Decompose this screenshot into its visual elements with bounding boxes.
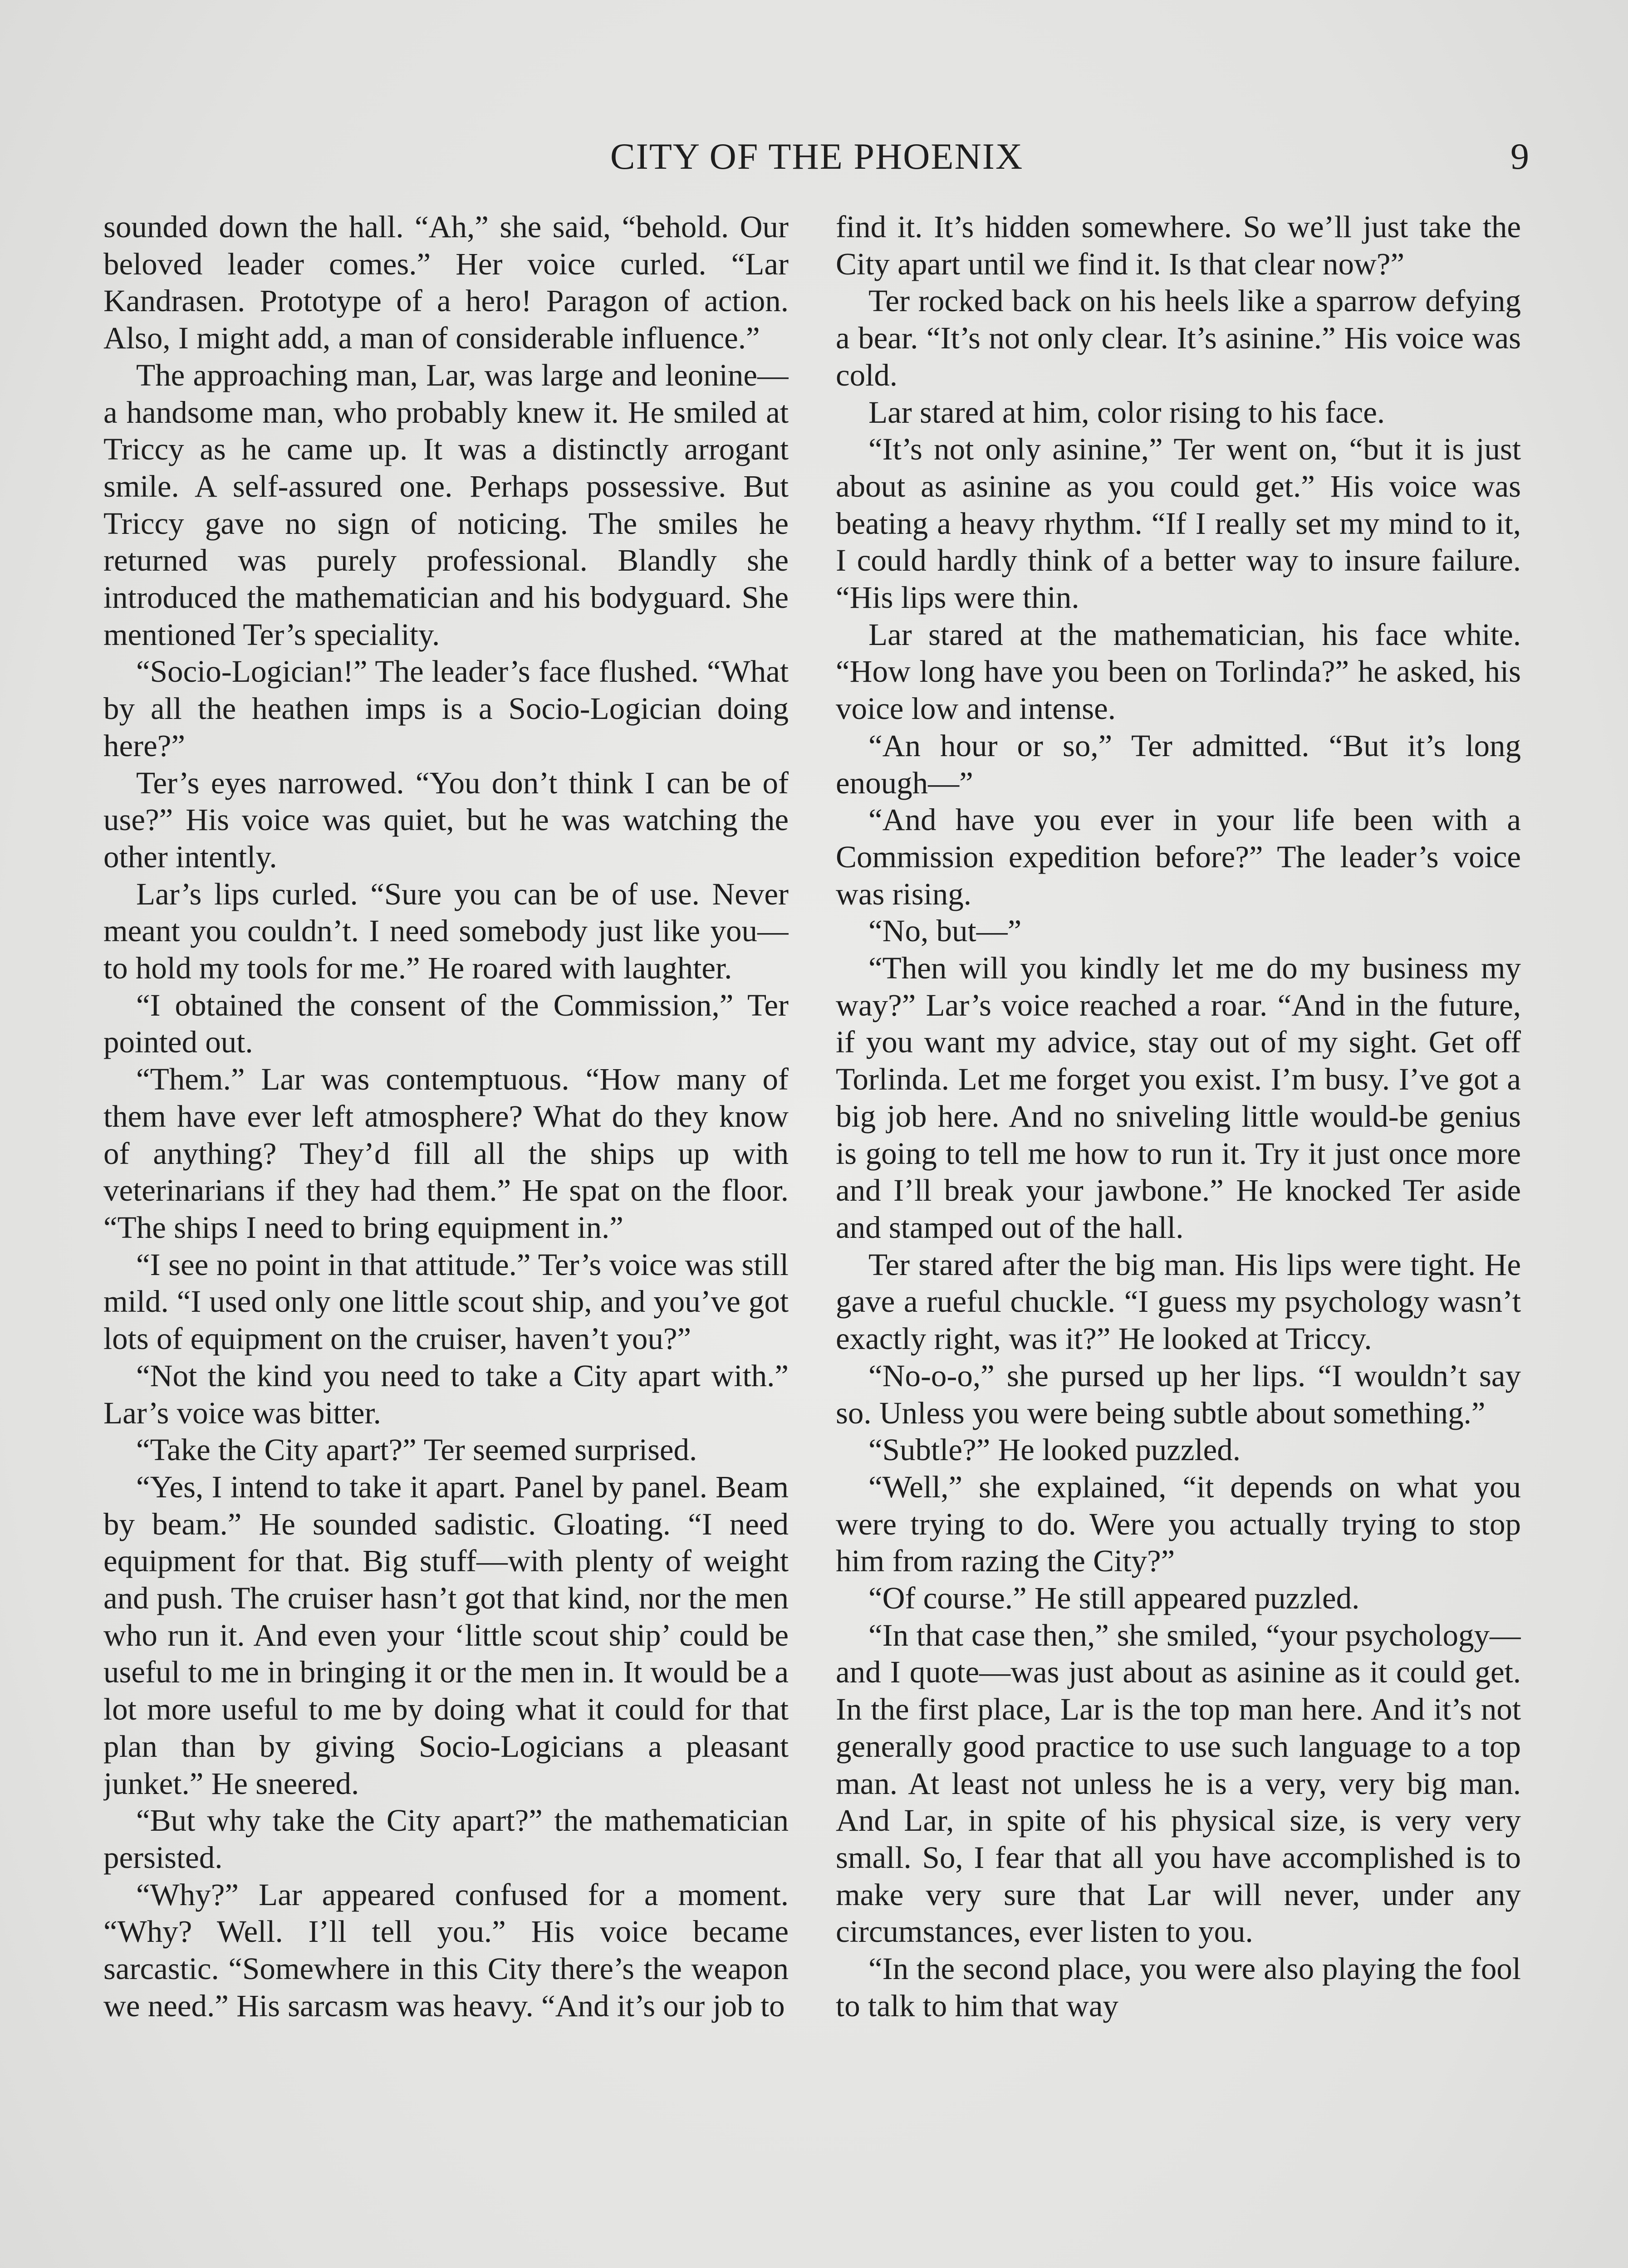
paragraph: “In the second place, you were also playing the fool to talk to him that way xyxy=(836,1951,1521,2023)
paragraph: “I see no point in that attitude.” Ter’s voice was still mild. “I used only one little scout ship, and you’ve got lots of equipment on the cruiser, haven’t you?” xyxy=(103,1247,789,1356)
running-title: CITY OF THE PHOENIX xyxy=(610,136,1024,177)
page-header xyxy=(104,132,1529,181)
left-text-column xyxy=(103,209,789,2268)
paragraph: Lar stared at the mathematician, his face white. “How long have you been on Torlinda?” he asked, his voice low and intense. xyxy=(836,617,1521,726)
paragraph: “In that case then,” she smiled, “your psychology—and I quote—was just about as asinine as it could get. In the first place, Lar is the top man here. And it’s not generally good practice to use such language to a top man. At least not unless he is a very, very big man. And Lar, in spite of his physical size, is very very small. So, I fear that all you have accomplished is to make very sure that Lar will never, under any circumstances, ever listen to you. xyxy=(836,1618,1521,1949)
paragraph: “It’s not only asinine,” Ter went on, “but it is just about as asinine as you could get.” His voice was beating a heavy rhythm. “If I really set my mind to it, I could hardly think of a better way to insure failure. “His lips were thin. xyxy=(836,432,1521,615)
paragraph: “Take the City apart?” Ter seemed surprised. xyxy=(136,1432,697,1467)
paragraph: “Not the kind you need to take a City apart with.” Lar’s voice was bitter. xyxy=(103,1358,789,1430)
paragraph: sounded down the hall. “Ah,” she said, “behold. Our beloved leader comes.” Her voice curled. “Lar Kandrasen. Prototype of a hero! Paragon of action. Also, I might add, a man of considerable influence.” xyxy=(103,210,789,356)
paragraph: Lar stared at him, color rising to his face. xyxy=(868,395,1385,430)
paragraph: “No, but—” xyxy=(868,914,1022,948)
paragraph: “I obtained the consent of the Commission,” Ter pointed out. xyxy=(103,987,789,1060)
paragraph: “Them.” Lar was contemptuous. “How many of them have ever left atmosphere? What do they know of anything? They’d fill all the ships up with veterinarians if they had them.” He spat on the floor. “The ships I need to bring equipment in.” xyxy=(103,1062,789,1245)
page-number: 9 xyxy=(1510,136,1529,177)
paragraph: find it. It’s hidden somewhere. So we’ll just take the City apart until we find it. Is that clear now?” xyxy=(836,210,1521,281)
paragraph: “Of course.” He still appeared puzzled. xyxy=(868,1581,1360,1616)
paragraph: “Socio-Logician!” The leader’s face flushed. “What by all the heathen imps is a Socio-Logician doing here?” xyxy=(103,654,789,763)
paragraph: “And have you ever in your life been with a Commission expedition before?” The leader’s voice was rising. xyxy=(836,802,1521,911)
paragraph: Lar’s lips curled. “Sure you can be of use. Never meant you couldn’t. I need somebody just like you—to hold my tools for me.” He roared with laughter. xyxy=(103,876,789,986)
paragraph: “An hour or so,” Ter admitted. “But it’s long enough—” xyxy=(836,728,1521,800)
paragraph: “Why?” Lar appeared confused for a moment. “Why? Well. I’ll tell you.” His voice became sarcastic. “Somewhere in this City there’s the weapon we need.” His sarcasm was heavy. “And it’s our job to xyxy=(103,1877,789,2023)
paragraph: Ter’s eyes narrowed. “You don’t think I can be of use?” His voice was quiet, but he was watching the other intently. xyxy=(103,765,789,874)
right-text-column xyxy=(836,209,1521,2268)
paragraph: “But why take the City apart?” the mathematician persisted. xyxy=(103,1803,789,1875)
paragraph: The approaching man, Lar, was large and leonine—a handsome man, who probably knew it. He smiled at Triccy as he came up. It was a distinctly arrogant smile. A self-assured one. Perhaps possessive. But Triccy gave no sign of noticing. The smiles he returned was purely professional. Blandly she introduced the mathematician and his bodyguard. She mentioned Ter’s speciality. xyxy=(103,357,789,652)
paragraph: “Well,” she explained, “it depends on what you were trying to do. Were you actually trying to stop him from razing the City?” xyxy=(836,1469,1521,1579)
paragraph: Ter rocked back on his heels like a sparrow defying a bear. “It’s not only clear. It’s asinine.” His voice was cold. xyxy=(836,284,1521,392)
paragraph: Ter stared after the big man. His lips were tight. He gave a rueful chuckle. “I guess my psychology wasn’t exactly right, was it?” He looked at Triccy. xyxy=(836,1247,1521,1356)
paragraph: “No-o-o,” she pursed up her lips. “I wouldn’t say so. Unless you were being subtle about something.” xyxy=(836,1358,1521,1430)
paragraph: “Then will you kindly let me do my business my way?” Lar’s voice reached a roar. “And in the future, if you want my advice, stay out of my sight. Get off Torlinda. Let me forget you exist. I’m busy. I’ve got a big job here. And no sniveling little would-be genius is going to tell me how to run it. Try it just once more and I’ll break your jawbone.” He knocked Ter aside and stamped out of the hall. xyxy=(836,951,1521,1245)
paragraph: “Subtle?” He looked puzzled. xyxy=(868,1432,1241,1467)
paragraph: “Yes, I intend to take it apart. Panel by panel. Beam by beam.” He sounded sadistic. Gloating. “I need equipment for that. Big stuff—with plenty of weight and push. The cruiser hasn’t got that kind, nor the men who run it. And even your ‘little scout ship’ could be useful to me in bringing it or the men in. It would be a lot more useful to me by doing what it could for that plan than by giving Socio-Logicians a pleasant junket.” He sneered. xyxy=(103,1469,789,1801)
